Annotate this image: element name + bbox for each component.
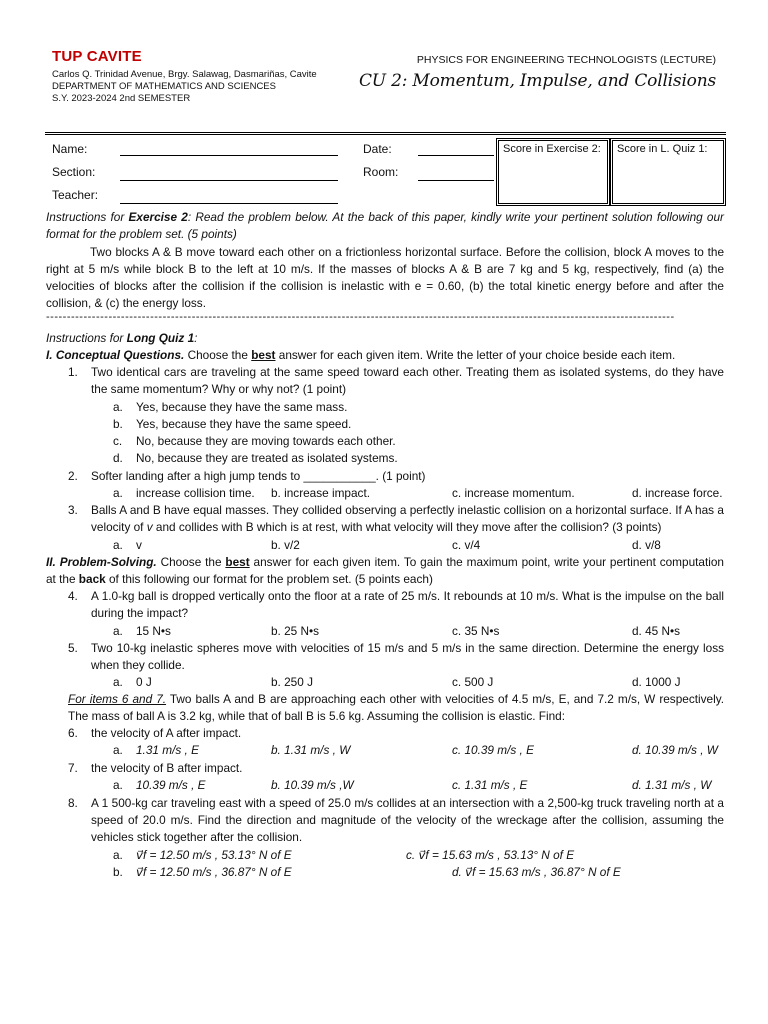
q7-option-a[interactable]: 10.39 m/s , E <box>136 778 206 792</box>
q3-option-b[interactable]: b. v/2 <box>271 538 300 552</box>
q6-number: 6. <box>68 726 78 740</box>
part2-text-c: of this following our format for the problem set. (5 points each) <box>105 572 433 586</box>
q7-a-letter: a. <box>113 778 123 792</box>
unit-title: CU 2: Momentum, Impulse, and Collisions <box>358 71 716 91</box>
q2-option-d[interactable]: d. increase force. <box>632 486 723 500</box>
q8-a-letter: a. <box>113 848 123 862</box>
q5-option-c[interactable]: c. 500 J <box>452 675 494 689</box>
q8-text: A 1 500-kg car traveling east with a speed of 25.0 m/s collides at an intersection with a 2,500-kg truck traveling north at a speed of 20.0 m/s. Find the direction and magnitude of the velocity of the wreckage after the collision, assuming the vehicles stick together after the collision. <box>91 796 724 844</box>
q3-text-a: Balls A and B have equal masses. They collided observing a perfectly inelastic collision on a horizontal surface. If A has a velocity of <box>91 503 724 534</box>
school-name: TUP CAVITE <box>52 48 142 65</box>
q8-option-b[interactable]: v⃗f = 12.50 m/s , 36.87° N of E <box>136 865 292 879</box>
course-title: PHYSICS FOR ENGINEERING TECHNOLOGISTS (LECTURE) <box>416 54 716 66</box>
room-field[interactable] <box>418 180 494 181</box>
exercise-lead: Instructions for <box>46 210 129 224</box>
q7-option-d[interactable]: d. 1.31 m/s , W <box>632 778 712 792</box>
part2-title: II. Problem-Solving. <box>46 555 157 569</box>
section-field[interactable] <box>120 180 338 181</box>
q7-option-c[interactable]: c. 1.31 m/s , E <box>452 778 528 792</box>
exercise-instructions <box>46 209 724 243</box>
q4-option-b[interactable]: b. 25 N•s <box>271 624 320 638</box>
q6-option-b[interactable]: b. 1.31 m/s , W <box>271 743 351 757</box>
quiz-instructions <box>46 330 197 347</box>
score-quiz-box <box>610 138 726 206</box>
q3-var-v: v <box>146 520 153 534</box>
q3-option-a[interactable]: v <box>136 538 142 552</box>
q5-option-b[interactable]: b. 250 J <box>271 675 313 689</box>
name-field[interactable] <box>120 155 338 156</box>
q3-a-letter: a. <box>113 538 123 552</box>
q7-option-b[interactable]: b. 10.39 m/s ,W <box>271 778 354 792</box>
separator-line: ------------------------------------------------------------------------------------------------------------------------------------------------------- <box>46 311 675 323</box>
q2-option-a[interactable]: increase collision time. <box>136 486 255 500</box>
score-exercise-box <box>496 138 610 206</box>
q7-text: the velocity of B after impact. <box>91 761 243 775</box>
q6-text: the velocity of A after impact. <box>91 726 242 740</box>
exercise-problem: Two blocks A & B move toward each other on a frictionless horizontal surface. Before the collision, block A moves to the right at 5 m/s while block B to the left at 10 m/s. If the masses of blocks A & B are 7 kg and 5 kg, respectively, find (a) the velocities of blocks after the collision if the collision is inelastic with e = 0.60, (b) the total kinetic energy before and after the collision, & (c) the energy loss. <box>46 245 724 310</box>
date-field[interactable] <box>418 155 494 156</box>
q4-option-a[interactable]: 15 N•s <box>136 624 171 638</box>
q1-text: Two identical cars are traveling at the same speed toward each other. Treating them as isolated systems, do they have the same momentum? Why or why not? (1 point) <box>91 365 724 396</box>
q3-option-d[interactable]: d. v/8 <box>632 538 661 552</box>
q3-text-b: and collides with B which is at rest, with what velocity will they move after the collision? (3 points) <box>152 520 662 534</box>
q2-number: 2. <box>68 469 78 483</box>
part2-text-a: Choose the <box>156 555 226 569</box>
part2-best: best <box>225 555 250 569</box>
teacher-label: Teacher: <box>52 188 99 202</box>
q4-text: A 1.0-kg ball is dropped vertically onto the floor at a rate of 25 m/s. It rebounds at 10 m/s. What is the impulse on the ball during the impact? <box>91 589 724 620</box>
top-rule <box>45 132 726 135</box>
q4-option-d[interactable]: d. 45 N•s <box>632 624 681 638</box>
q2-option-b[interactable]: b. increase impact. <box>271 486 371 500</box>
q8-option-c[interactable]: c. v⃗f = 15.63 m/s , 53.13° N of E <box>406 848 575 862</box>
quiz-title: Long Quiz 1 <box>126 331 195 345</box>
q1-option-c[interactable]: No, because they are moving towards each other. <box>136 434 396 448</box>
quiz-lead: Instructions for <box>46 331 127 345</box>
q4-number: 4. <box>68 589 78 603</box>
q5-option-d[interactable]: d. 1000 J <box>632 675 681 689</box>
q1-option-a[interactable]: Yes, because they have the same mass. <box>136 400 348 414</box>
q5-option-a[interactable]: 0 J <box>136 675 152 689</box>
q2-option-c[interactable]: c. increase momentum. <box>452 486 575 500</box>
q5-a-letter: a. <box>113 675 123 689</box>
q1-number: 1. <box>68 365 78 379</box>
exercise-instruction-text: : Read the problem below. At the back of this paper, kindly write your pertinent solution following our format for the problem set. (5 points) <box>46 210 724 241</box>
q3-option-c[interactable]: c. v/4 <box>452 538 481 552</box>
q4-a-letter: a. <box>113 624 123 638</box>
school-address: Carlos Q. Trinidad Avenue, Brgy. Salawag, Dasmariñas, Cavite <box>52 69 317 80</box>
q2-a-letter: a. <box>113 486 123 500</box>
q4-option-c[interactable]: c. 35 N•s <box>452 624 500 638</box>
q6-option-d[interactable]: d. 10.39 m/s , W <box>632 743 718 757</box>
q1-d-letter: d. <box>113 451 123 465</box>
q8-option-d[interactable]: d. v⃗f = 15.63 m/s , 36.87° N of E <box>452 865 621 879</box>
room-label: Room: <box>363 165 399 179</box>
q3-text <box>91 502 724 536</box>
course-header <box>359 54 716 91</box>
part2-heading <box>46 554 724 588</box>
exercise-title: Exercise 2 <box>128 210 188 224</box>
q7-number: 7. <box>68 761 78 775</box>
part2-back: back <box>78 572 106 586</box>
q1-option-b[interactable]: Yes, because they have the same speed. <box>136 417 352 431</box>
part1-text-b: answer for each given item. Write the letter of your choice beside each item. <box>275 348 676 362</box>
score-exercise-label: Score in Exercise 2: <box>503 143 601 155</box>
school-year: S.Y. 2023-2024 2nd SEMESTER <box>52 93 191 104</box>
department: DEPARTMENT OF MATHEMATICS AND SCIENCES <box>52 81 276 92</box>
quiz-colon: : <box>194 331 198 345</box>
q1-option-d[interactable]: No, because they are treated as isolated systems. <box>136 451 398 465</box>
date-label: Date: <box>363 142 392 156</box>
school-header <box>52 48 317 105</box>
part1-text-a: Choose the <box>184 348 252 362</box>
part1-heading <box>46 347 675 364</box>
q1-c-letter: c. <box>113 434 123 448</box>
q2-text: Softer landing after a high jump tends to ___________. (1 point) <box>91 469 426 483</box>
part1-best: best <box>251 348 276 362</box>
q6-a-letter: a. <box>113 743 123 757</box>
q1-b-letter: b. <box>113 417 123 431</box>
q6-option-c[interactable]: c. 10.39 m/s , E <box>452 743 534 757</box>
q8-option-a[interactable]: v⃗f = 12.50 m/s , 53.13° N of E <box>136 848 292 862</box>
q8-b-letter: b. <box>113 865 123 879</box>
q5-text: Two 10-kg inelastic spheres move with velocities of 15 m/s and 5 m/s in the same direction. Determine the energy loss when they collide. <box>91 641 724 672</box>
teacher-field[interactable] <box>120 203 338 204</box>
items67-label: For items 6 and 7. <box>68 692 167 706</box>
score-quiz-label: Score in L. Quiz 1: <box>617 143 708 155</box>
part2-text-b: answer for each given item. To gain the maximum point, write your pertinent computation at the <box>46 555 724 586</box>
items67-intro <box>68 691 724 725</box>
part1-title: I. Conceptual Questions. <box>46 348 185 362</box>
q8-number: 8. <box>68 796 78 810</box>
items67-text: Two balls A and B are approaching each other with velocities of 4.5 m/s, E, and 7.2 m/s, W respectively. The mass of ball A is 3.2 kg, while that of ball B is 5.6 kg. Assuming the collision is elastic. Find: <box>68 692 725 723</box>
q6-option-a[interactable]: 1.31 m/s , E <box>136 743 199 757</box>
q3-number: 3. <box>68 503 78 517</box>
q5-number: 5. <box>68 641 78 655</box>
q1-a-letter: a. <box>113 400 123 414</box>
section-label: Section: <box>52 165 96 179</box>
name-label: Name: <box>52 142 88 156</box>
